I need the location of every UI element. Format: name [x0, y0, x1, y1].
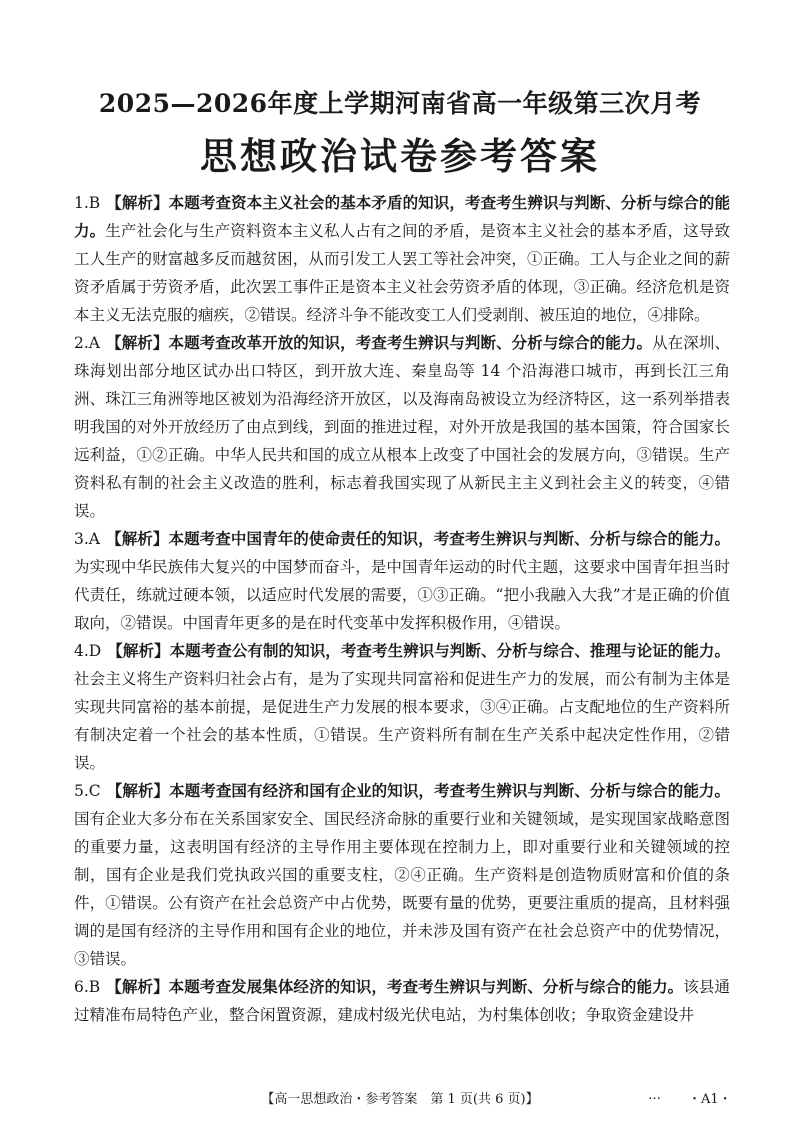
answer-item-6 — [74, 973, 730, 1029]
analysis-tag: 【解析】 — [106, 529, 169, 548]
answer-letter: B — [88, 194, 101, 212]
analysis-tag: 【解析】 — [106, 781, 170, 800]
question-focus: 本题考查公有制的知识，考查考生辨识与判断、分析与综合、推理与论证的能力。 — [169, 641, 730, 660]
question-focus: 本题考查改革开放的知识，考查考生辨识与判断、分析与综合的能力。 — [168, 333, 653, 352]
analysis-text: 从在深圳、珠海划出部分地区试办出口特区，到开放大连、秦皇岛等 14 个沿海港口城市，再到长江三角洲、珠江三角洲等地区被划为沿海经济开放区，以及海南岛被设立为经济特区，这一系列举措表明我国的对外开放经历了由点到线，到面的推进过程，对外开放是我国的基本国策，符合国家长远利益，①②正确。中华人民共和国的成立从根本上改变了中国社会的发展方向，③错误。生产资料私有制的社会主义改造的胜利，标志着我国实现了从新民主主义到社会主义的转变，④错误。 — [74, 334, 730, 520]
footer-code: ・A1・ — [688, 1092, 732, 1107]
answer-letter: D — [88, 642, 102, 660]
analysis-text: 国有企业大多分布在关系国家安全、国民经济命脉的重要行业和关键领域，是实现国家战略意图的重要力量，这表明国有经济的主导作用主要体现在控制力上，即对重要行业和关键领域的控制，国有企业是我们党执政兴国的重要支柱，②④正确。生产资料是创造物质财富和价值的条件，①错误。公有资产在社会总资产中占优势，既要有量的优势，更要注重质的提高，且材料强调的是国有经济的主导作用和国有企业的地位，并未涉及国有资产在社会总资产中的优势情况，③错误。 — [74, 810, 730, 968]
answer-item-1 — [74, 189, 730, 329]
question-number: 2. — [74, 334, 89, 352]
answer-letter: B — [88, 978, 101, 996]
answer-letter: C — [88, 782, 101, 800]
answer-list — [74, 189, 730, 1029]
footer-page-label: 【高一思想政治・参考答案 第 1 页(共 6 页)】 — [261, 1092, 539, 1107]
answer-item-4 — [74, 637, 730, 777]
question-number: 6. — [74, 978, 89, 996]
question-number: 3. — [74, 530, 89, 548]
page-title: 思想政治试卷参考答案 — [200, 134, 600, 178]
question-number: 1. — [74, 194, 89, 212]
answer-letter: A — [88, 530, 100, 548]
exam-subtitle: 2025—2026年度上学期河南省高一年级第三次月考 — [98, 89, 702, 118]
question-focus: 本题考查中国青年的使命责任的知识，考查考生辨识与判断、分析与综合的能力。 — [168, 529, 730, 548]
analysis-text: 为实现中华民族伟大复兴的中国梦而奋斗，是中国青年运动的时代主题，这要求中国青年担当时代责任，练就过硬本领，以适应时代发展的需要，①③正确。“把小我融入大我”才是正确的价值取向，②错误。中国青年更多的是在时代变革中发挥积极作用，④错误。 — [74, 558, 730, 632]
question-focus: 本题考查发展集体经济的知识，考查考生辨识与判断、分析与综合的能力。 — [168, 977, 684, 996]
analysis-text: 生产社会化与生产资料资本主义私人占有之间的矛盾，是资本主义社会的基本矛盾，这导致工人生产的财富越多反而越贫困，从而引发工人罢工等社会冲突，①正确。工人与企业之间的薪资矛盾属于劳资矛盾，此次罢工事件正是资本主义社会劳资矛盾的体现，③正确。经济危机是资本主义无法克服的痼疾，②错误。经济斗争不能改变工人们受剥削、被压迫的地位，④排除。 — [74, 222, 730, 324]
analysis-tag: 【解析】 — [106, 333, 169, 352]
answer-letter: A — [88, 334, 100, 352]
analysis-tag: 【解析】 — [106, 193, 169, 212]
answer-item-5 — [74, 777, 730, 973]
question-number: 5. — [74, 782, 89, 800]
question-focus: 本题考查国有经济和国有企业的知识，考查考生辨识与判断、分析与综合的能力。 — [169, 781, 730, 800]
question-focus: 本题考查资本主义社会的基本矛盾的知识，考查考生辨识与判断、分析与综合的能力。 — [74, 193, 730, 240]
page-footer — [0, 1088, 800, 1110]
footer-mark: … — [648, 1088, 661, 1103]
analysis-text: 社会主义将生产资料归社会占有，是为了实现共同富裕和促进生产力的发展，而公有制为主体是实现共同富裕的基本前提，是促进生产力发展的根本要求，③④正确。占支配地位的生产资料所有制决定着一个社会的基本性质，①错误。生产资料所有制在生产关系中起决定性作用，②错误。 — [74, 670, 730, 772]
analysis-text: 该县通过精准布局特色产业，整合闲置资源，建成村级光伏电站，为村集体创收；争取资金建设井 — [74, 978, 730, 1024]
analysis-tag: 【解析】 — [107, 641, 170, 660]
answer-item-2 — [74, 329, 730, 525]
question-number: 4. — [74, 642, 89, 660]
analysis-tag: 【解析】 — [106, 977, 169, 996]
answer-item-3 — [74, 525, 730, 637]
